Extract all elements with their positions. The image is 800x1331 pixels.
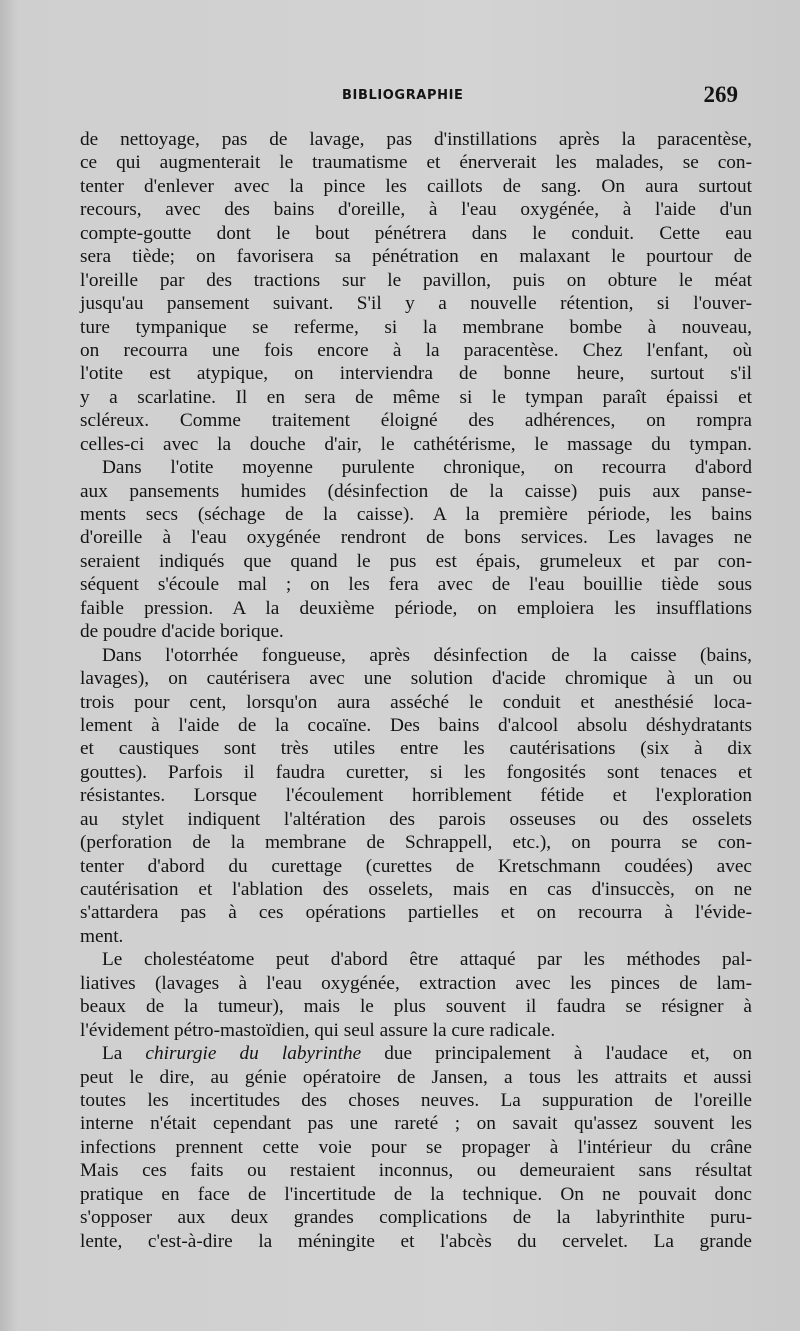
text-line: compte-goutte dont le bout pénétrera dans le conduit. Cette eau — [80, 222, 752, 244]
text-line: et caustiques sont très utiles entre les cautérisations (six à dix — [80, 738, 752, 760]
paragraph-end-line: ment. — [80, 925, 124, 947]
text-line: gouttes). Parfois il faudra curetter, si les fongosités sont tenaces et — [80, 761, 752, 783]
paragraph-start-line: Dans l'otorrhée fongueuse, après désinfection de la caisse (bains, — [102, 644, 752, 666]
running-header — [84, 82, 740, 112]
header-title: BIBLIOGRAPHIE — [342, 88, 464, 103]
text-line: aux pansements humides (désinfection de la caisse) puis aux panse- — [80, 480, 752, 502]
text-line: peut le dire, au génie opératoire de Jansen, a tous les attraits et aussi — [80, 1066, 752, 1088]
text-line: ce qui augmenterait le traumatisme et énerverait les malades, se con- — [80, 152, 752, 174]
text-line: trois pour cent, lorsqu'on aura asséché le conduit et anesthésié loca- — [80, 691, 752, 713]
text-line: scléreux. Comme traitement éloigné des adhérences, on rompra — [80, 410, 752, 432]
body-text — [80, 128, 752, 1253]
text-line: tenter d'enlever avec la pince les caillots de sang. On aura surtout — [80, 175, 752, 197]
labyrinth-start: La — [102, 1043, 146, 1065]
text-line: sera tiède; on favorisera sa pénétration en malaxant le pourtour de — [80, 246, 752, 268]
text-line: recours, avec des bains d'oreille, à l'eau oxygénée, à l'aide d'un — [80, 199, 752, 221]
text-line: lavages), on cautérisera avec une solution d'acide chromique à un ou — [80, 668, 752, 690]
paragraph-end-line: l'évidement pétro-mastoïdien, qui seul assure la cure radicale. — [80, 1019, 556, 1041]
text-line: résistantes. Lorsque l'écoulement horriblement fétide et l'exploration — [80, 785, 752, 807]
text-line: toutes les incertitudes des choses neuves. La suppuration de l'oreille — [80, 1089, 752, 1111]
text-line: l'otite est atypique, on interviendra de bonne heure, surtout s'il — [80, 363, 752, 385]
text-line: beaux de la tumeur), mais le plus souvent il faudra se résigner à — [80, 996, 752, 1018]
text-line: s'attardera pas à ces opérations partielles et on recourra à l'évide- — [80, 902, 752, 924]
text-line: cautérisation et l'ablation des osselets, mais en cas d'insuccès, on ne — [80, 879, 752, 900]
labyrinth-italic-term: chirurgie du labyrinthe — [145, 1043, 362, 1065]
text-line: seraient indiqués que quand le pus est épais, grumeleux et par con- — [80, 550, 752, 572]
text-line: s'opposer aux deux grandes complications de la labyrinthite puru- — [80, 1207, 752, 1229]
text-line: faible pression. A la deuxième période, on emploiera les insufflations — [80, 597, 752, 619]
paragraph-start-line: Dans l'otite moyenne purulente chronique, on recourra d'abord — [102, 457, 752, 479]
text-line: celles-ci avec la douche d'air, le cathétérisme, le massage du tympan. — [80, 433, 752, 455]
page-number: 269 — [703, 82, 738, 107]
text-line: interne n'était cependant pas une rareté ; on savait qu'assez souvent les — [80, 1113, 752, 1135]
text-line: séquent s'écoule mal ; on les fera avec de l'eau bouillie tiède sous — [80, 574, 752, 596]
text-line: d'oreille à l'eau oxygénée rendront de bons services. Les lavages ne — [80, 527, 752, 549]
text-line: au stylet indiquent l'altération des parois osseuses ou des osselets — [80, 808, 752, 830]
text-line: lement à l'aide de la cocaïne. Des bains d'alcool absolu déshydratants — [80, 714, 752, 736]
text-line: y a scarlatine. Il en sera de même si le tympan paraît épaissi et — [80, 386, 752, 408]
text-line: on recourra une fois encore à la paracentèse. Chez l'enfant, où — [80, 339, 752, 361]
text-line: tenter d'abord du curettage (curettes de Kretschmann coudées) avec — [80, 855, 752, 877]
text-line: de nettoyage, pas de lavage, pas d'instillations après la paracentèse, — [80, 129, 752, 150]
text-line: jusqu'au pansement suivant. S'il y a nouvelle rétention, si l'ouver- — [80, 293, 752, 315]
labyrinth-paragraph-start — [80, 1042, 752, 1065]
text-line: infections prennent cette voie pour se propager à l'intérieur du crâne — [80, 1136, 752, 1158]
text-line: liatives (lavages à l'eau oxygénée, extraction avec les pinces de lam- — [80, 972, 752, 994]
labyrinth-end: due principalement à l'audace et, on — [361, 1043, 753, 1065]
text-line: (perforation de la membrane de Schrappell, etc.), on pourra se con- — [80, 832, 752, 854]
text-line: lente, c'est-à-dire la méningite et l'abcès du cervelet. La grande — [80, 1230, 752, 1252]
text-line: Mais ces faits ou restaient inconnus, ou demeuraient sans résultat — [80, 1160, 752, 1182]
text-line: ments secs (séchage de la caisse). A la première période, les bains — [80, 504, 752, 525]
text-line: ture tympanique se referme, si la membrane bombe à nouveau, — [80, 316, 752, 338]
text-line: l'oreille par des tractions sur le pavillon, puis on obture le méat — [80, 269, 752, 291]
paragraph-start-line: Le cholestéatome peut d'abord être attaqué par les méthodes pal- — [102, 949, 752, 971]
text-line: pratique en face de l'incertitude de la technique. On ne pouvait donc — [80, 1183, 752, 1205]
paragraph-end-line: de poudre d'acide borique. — [80, 621, 284, 643]
